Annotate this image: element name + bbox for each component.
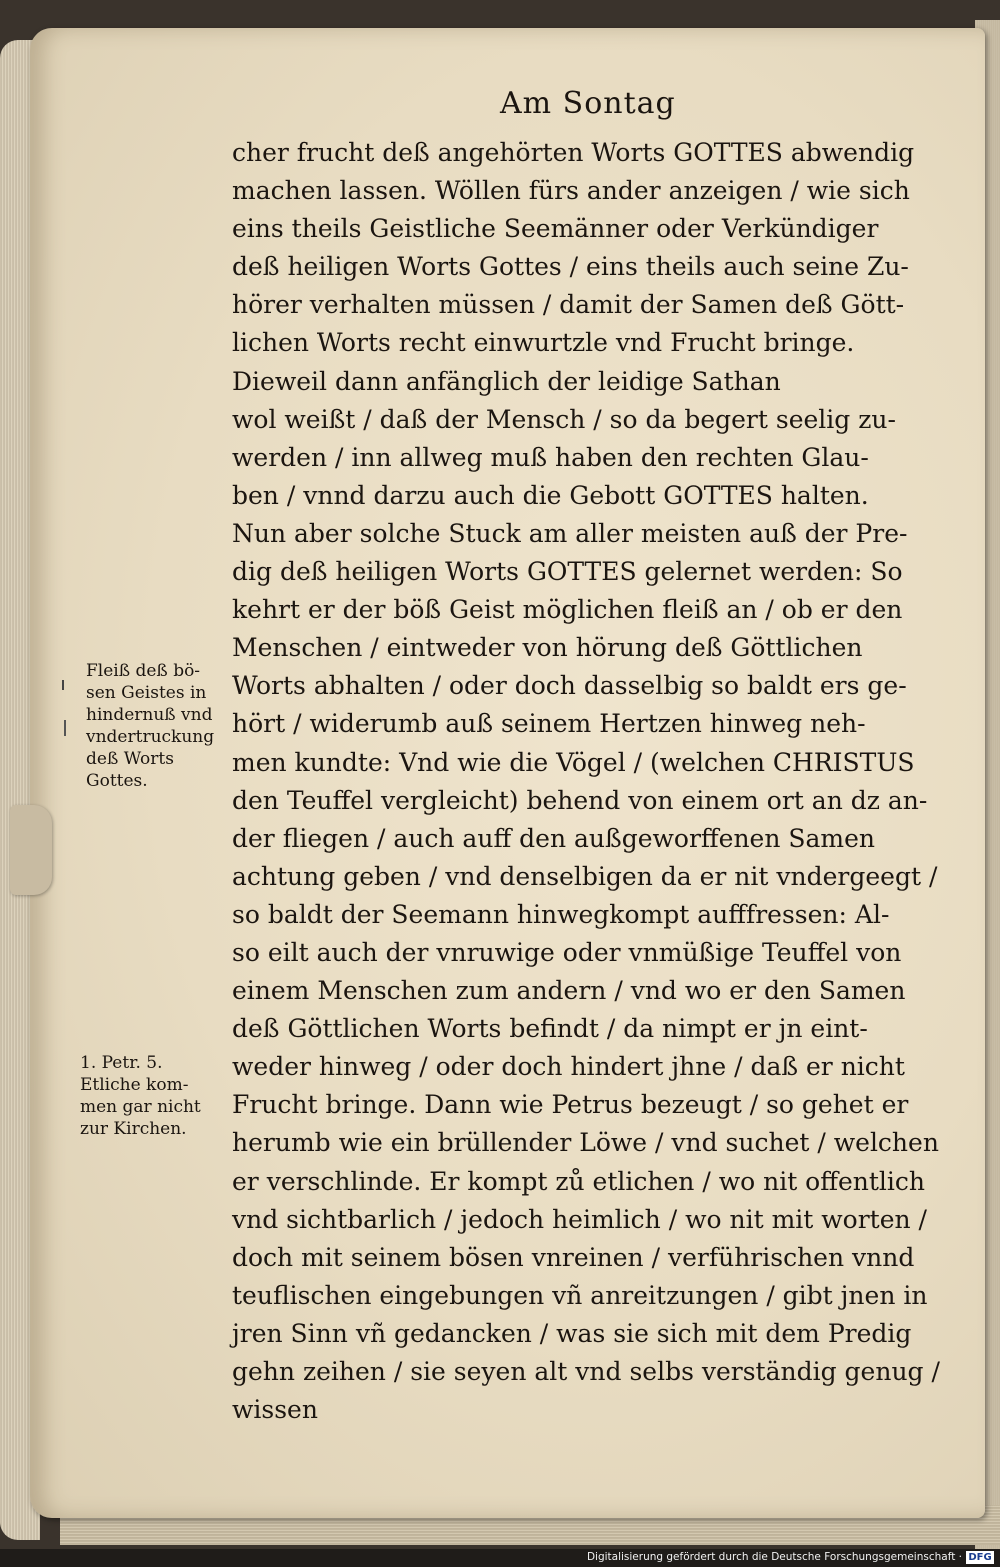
text-line: doch mit seinem bösen vnreinen / verführischen vnnd <box>232 1242 915 1272</box>
margin-note-line: Gottes. <box>86 771 148 791</box>
text-line: Menschen / eintweder von hörung deß Göttlichen <box>232 633 863 663</box>
text-line: men kundte: Vnd wie die Vögel / (welchen CHRISTUS <box>232 747 915 777</box>
text-line: vnd sichtbarlich / jedoch heimlich / wo nit mit worten / <box>232 1204 927 1234</box>
text-line: lichen Worts recht einwurtzle vnd Frucht bringe. <box>232 328 855 358</box>
dfg-logo: DFG <box>966 1551 994 1564</box>
text-line: Worts abhalten / oder doch dasselbig so baldt ers ge- <box>232 671 907 701</box>
text-line: machen lassen. Wöllen fürs ander anzeigen / wie sich <box>232 176 910 206</box>
text-line: dig deß heiligen Worts GOTTES gelernet werden: So <box>232 557 903 587</box>
margin-note-line: sen Geistes in <box>86 683 207 703</box>
text-line: so eilt auch der vnruwige oder vnmüßige Teuffel von <box>232 937 902 967</box>
text-line: wol weißt / daß der Mensch / so da begert seelig zu- <box>232 404 896 434</box>
text-line: teuflischen eingebungen vñ anreitzungen / gibt jnen in <box>232 1280 928 1310</box>
text-line: Dieweil dann anfänglich der leidige Sathan <box>232 366 781 396</box>
bookmark-tab <box>10 805 52 895</box>
text-line: wissen <box>232 1395 318 1425</box>
text-line: jren Sinn vñ gedancken / was sie sich mit dem Predig <box>232 1318 912 1348</box>
text-line: cher frucht deß angehörten Worts GOTTES abwendig <box>232 138 915 167</box>
text-line: den Teuffel vergleicht) behend von einem ort an dz an- <box>232 785 928 815</box>
margin-note-line: zur Kirchen. <box>80 1119 187 1139</box>
text-line: hört / widerumb auß seinem Hertzen hinweg neh- <box>232 709 866 739</box>
text-line: hörer verhalten müssen / damit der Samen deß Gött- <box>232 290 905 320</box>
text-line: einem Menschen zum andern / vnd wo er den Samen <box>232 976 906 1006</box>
running-header: Am Sontag <box>500 86 676 121</box>
text-line: der fliegen / auch auff den außgeworffenen Samen <box>232 823 876 853</box>
margin-note-line: hindernuß vnd <box>86 705 213 725</box>
text-line: so baldt der Seemann hinwegkompt aufffressen: Al- <box>232 899 890 929</box>
text-line: Nun aber solche Stuck am aller meisten auß der Pre- <box>232 518 908 548</box>
text-line: er verschlinde. Er kompt zů etlichen / wo nit offentlich <box>232 1166 926 1196</box>
text-line: achtung geben / vnd denselbigen da er nit vndergeegt / <box>232 861 938 891</box>
margin-mark <box>64 720 66 736</box>
margin-note-line: Etliche kom- <box>80 1075 189 1095</box>
text-line: eins theils Geistliche Seemänner oder Verkündiger <box>232 214 879 244</box>
margin-note-line: men gar nicht <box>80 1097 201 1117</box>
text-line: deß heiligen Worts Gottes / eins theils auch seine Zu- <box>232 252 909 282</box>
text-line: werden / inn allweg muß haben den rechten Glau- <box>232 442 869 472</box>
margin-note-line: vndertruckung <box>86 727 215 747</box>
funding-notice: Digitalisierung gefördert durch die Deutsche Forschungsgemeinschaft · <box>586 1551 962 1563</box>
margin-note-line: 1. Petr. 5. <box>80 1053 163 1073</box>
main-text-block <box>232 134 967 1429</box>
text-line: gehn zeihen / sie seyen alt vnd selbs verständig genug / <box>232 1357 940 1386</box>
text-line: weder hinweg / oder doch hindert jhne / daß er nicht <box>232 1052 905 1082</box>
text-line: ben / vnnd darzu auch die Gebott GOTTES halten. <box>232 480 869 510</box>
text-line: herumb wie ein brüllender Löwe / vnd suchet / welchen <box>232 1128 939 1158</box>
text-line: Frucht bringe. Dann wie Petrus bezeugt / so gehet er <box>232 1090 909 1120</box>
text-line: deß Göttlichen Worts befindt / da nimpt er jn eint- <box>232 1014 868 1044</box>
margin-note-line: Fleiß deß bö- <box>86 661 201 681</box>
text-line: kehrt er der böß Geist möglichen fleiß an / ob er den <box>232 595 903 625</box>
margin-note-line: deß Worts <box>86 749 174 769</box>
margin-note-2 <box>80 1052 201 1140</box>
margin-mark <box>62 680 64 690</box>
margin-note-1 <box>86 660 214 792</box>
